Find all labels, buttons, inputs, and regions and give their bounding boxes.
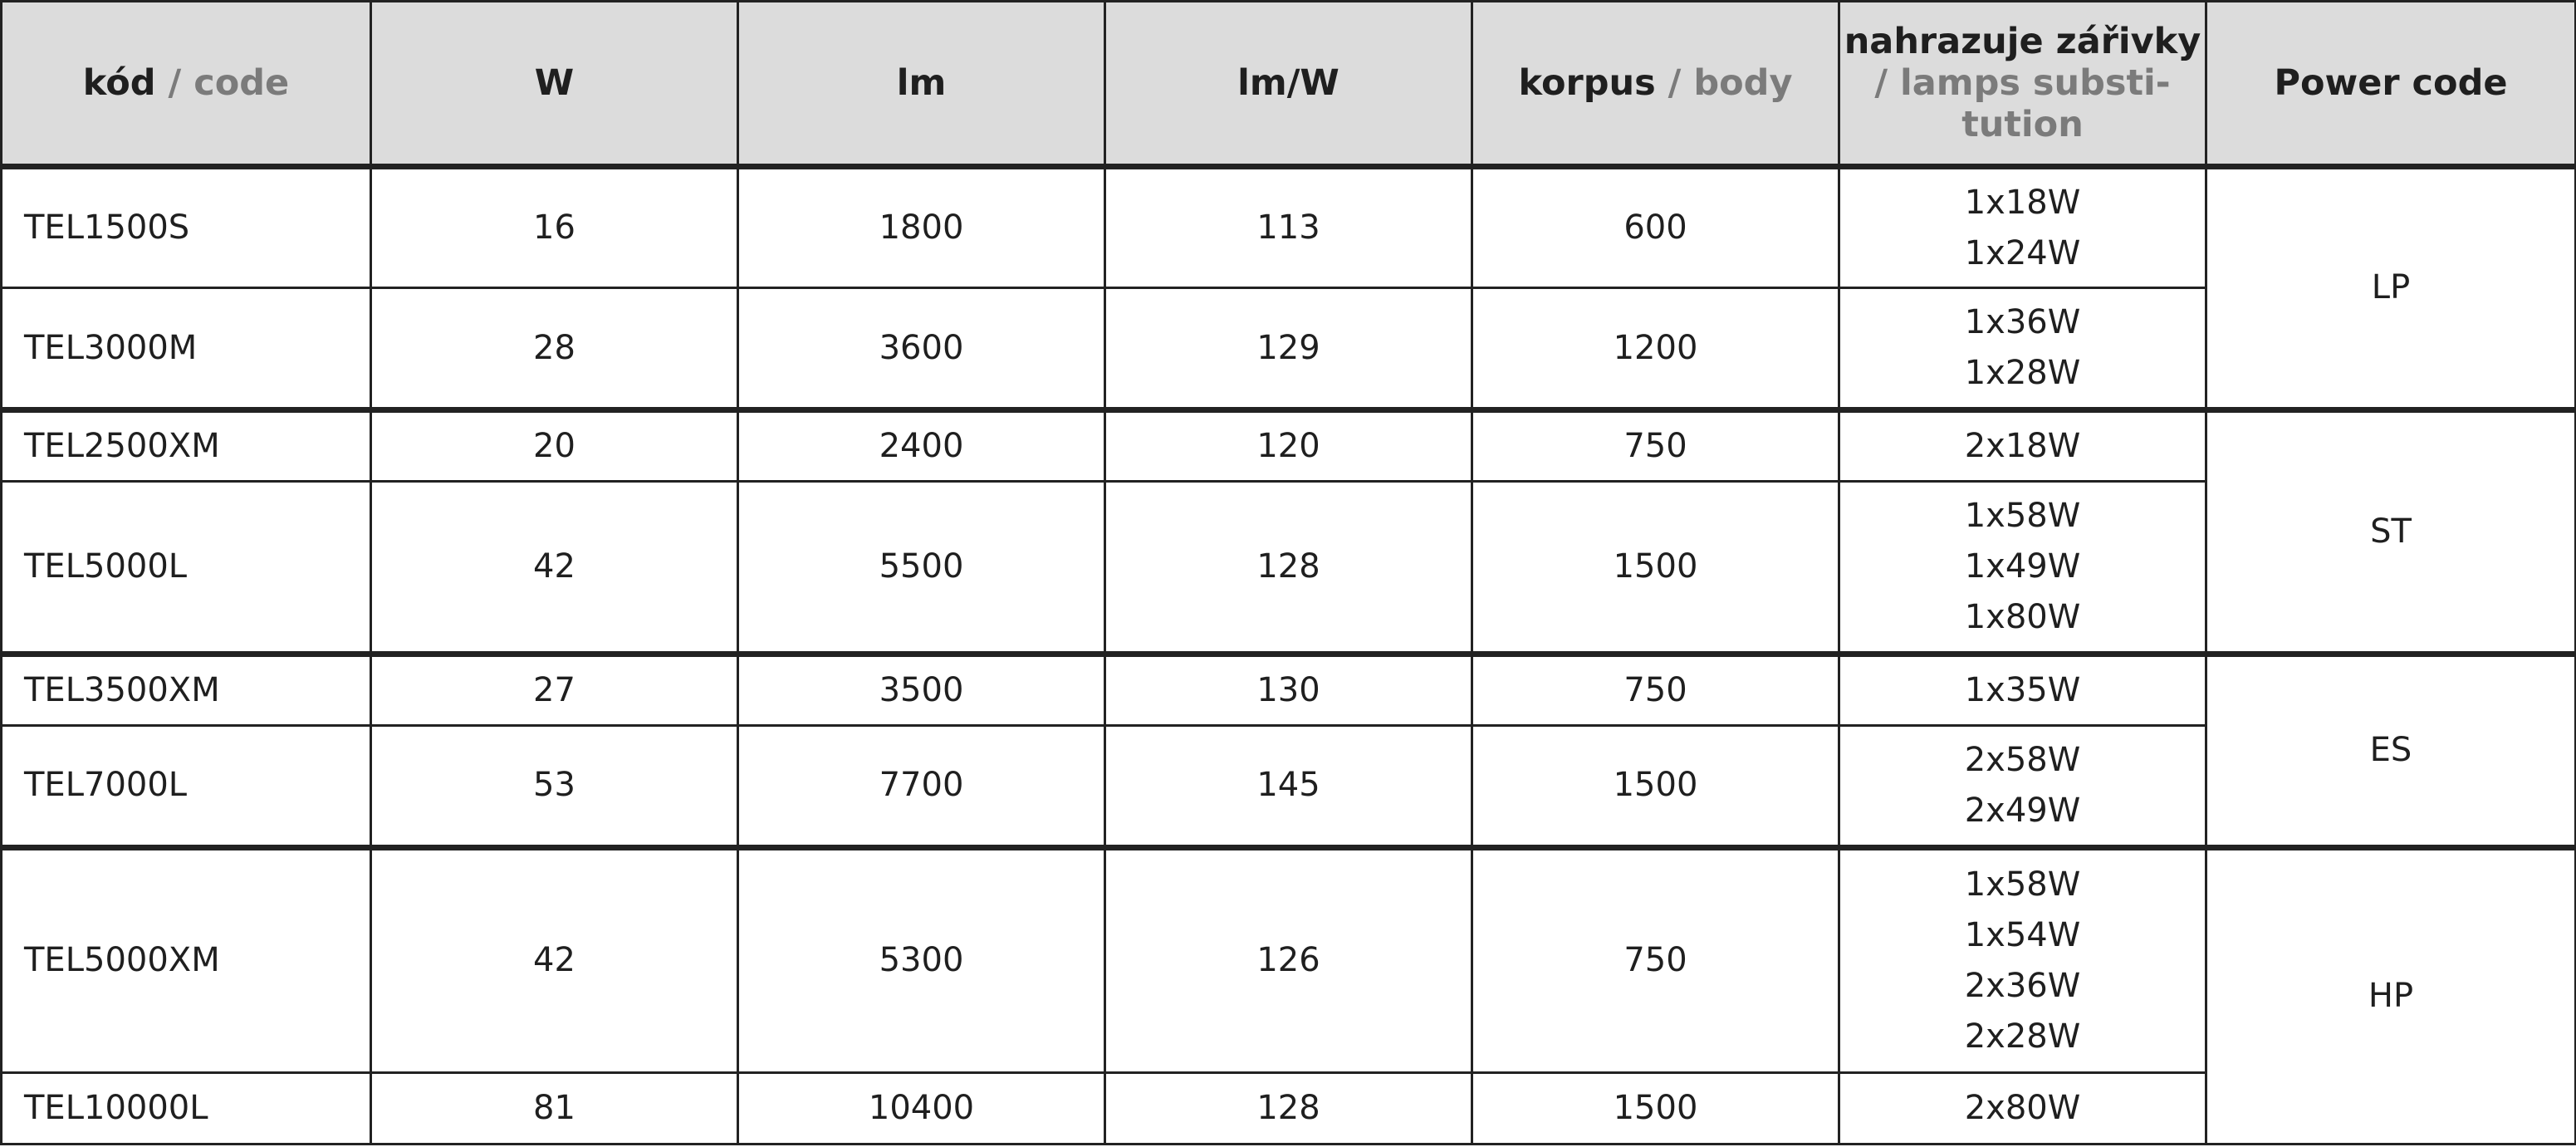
cell-power-code: ES: [2206, 654, 2576, 847]
cell-body: 1500: [1472, 1072, 1839, 1144]
cell-watts: 16: [371, 167, 738, 288]
cell-efficacy: 126: [1105, 847, 1472, 1072]
cell-watts: 27: [371, 654, 738, 725]
header-lumens: lm: [738, 2, 1105, 167]
cell-lumens: 7700: [738, 726, 1105, 847]
substitution-line: 2x18W: [1964, 427, 2081, 466]
cell-watts: 81: [371, 1072, 738, 1144]
cell-code: TEL3000M: [2, 288, 371, 409]
header-code-secondary: / code: [168, 62, 290, 104]
cell-body: 750: [1472, 409, 1839, 481]
substitution-line: 1x49W: [1964, 547, 2081, 586]
cell-lumens: 5500: [738, 482, 1105, 654]
header-substitution: [1839, 2, 2206, 167]
cell-watts: 28: [371, 288, 738, 409]
cell-code: TEL2500XM: [2, 409, 371, 481]
cell-code: TEL10000L: [2, 1072, 371, 1144]
table-row: [2, 654, 2576, 725]
cell-code: TEL5000L: [2, 482, 371, 654]
cell-substitution: [1839, 1072, 2206, 1144]
substitution-line: 1x35W: [1964, 671, 2081, 710]
cell-body: 750: [1472, 654, 1839, 725]
header-substitution-main: nahrazuje zářivky: [1844, 21, 2201, 62]
table-row: [2, 1072, 2576, 1144]
cell-power-code: HP: [2206, 847, 2576, 1144]
cell-watts: 42: [371, 847, 738, 1072]
table-row: [2, 409, 2576, 481]
cell-lumens: 3600: [738, 288, 1105, 409]
header-body-secondary: / body: [1668, 62, 1793, 104]
table-row: [2, 288, 2576, 409]
cell-watts: 53: [371, 726, 738, 847]
cell-body: 750: [1472, 847, 1839, 1072]
cell-efficacy: 128: [1105, 1072, 1472, 1144]
cell-substitution: [1839, 409, 2206, 481]
cell-substitution: [1839, 288, 2206, 409]
cell-body: 1500: [1472, 726, 1839, 847]
substitution-line: 1x58W: [1964, 497, 2081, 536]
substitution-line: 1x58W: [1964, 865, 2081, 904]
cell-lumens: 1800: [738, 167, 1105, 288]
substitution-line: 2x80W: [1964, 1088, 2081, 1127]
cell-lumens: 5300: [738, 847, 1105, 1072]
substitution-line: 1x24W: [1964, 233, 2081, 272]
substitution-line: 2x36W: [1964, 966, 2081, 1005]
cell-lumens: 10400: [738, 1072, 1105, 1144]
substitution-line: 2x58W: [1964, 740, 2081, 779]
cell-efficacy: 120: [1105, 409, 1472, 481]
cell-body: 600: [1472, 167, 1839, 288]
cell-code: TEL3500XM: [2, 654, 371, 725]
substitution-line: 1x80W: [1964, 598, 2081, 637]
table-row: [2, 482, 2576, 654]
cell-body: 1200: [1472, 288, 1839, 409]
cell-efficacy: 113: [1105, 167, 1472, 288]
cell-substitution: [1839, 726, 2206, 847]
header-body-main: korpus: [1518, 62, 1656, 104]
cell-efficacy: 145: [1105, 726, 1472, 847]
cell-lumens: 2400: [738, 409, 1105, 481]
cell-efficacy: 130: [1105, 654, 1472, 725]
header-power-code: Power code: [2206, 2, 2576, 167]
table-row: [2, 167, 2576, 288]
substitution-line: 1x36W: [1964, 303, 2081, 342]
table-row: [2, 726, 2576, 847]
substitution-line: 1x28W: [1964, 354, 2081, 393]
cell-efficacy: 128: [1105, 482, 1472, 654]
substitution-line: 1x54W: [1964, 915, 2081, 954]
substitution-line: 2x49W: [1964, 791, 2081, 830]
cell-watts: 20: [371, 409, 738, 481]
table-header: [2, 2, 2576, 167]
header-body: [1472, 2, 1839, 167]
cell-power-code: ST: [2206, 409, 2576, 654]
header-efficacy: lm/W: [1105, 2, 1472, 167]
cell-code: TEL5000XM: [2, 847, 371, 1072]
cell-code: TEL1500S: [2, 167, 371, 288]
header-watts: W: [371, 2, 738, 167]
substitution-line: 1x18W: [1964, 183, 2081, 222]
substitution-line: 2x28W: [1964, 1017, 2081, 1056]
cell-body: 1500: [1472, 482, 1839, 654]
cell-power-code: LP: [2206, 167, 2576, 410]
cell-lumens: 3500: [738, 654, 1105, 725]
header-code: [2, 2, 371, 167]
header-substitution-secondary-2: tution: [1961, 104, 2084, 145]
cell-watts: 42: [371, 482, 738, 654]
table-body: [2, 167, 2576, 1145]
cell-code: TEL7000L: [2, 726, 371, 847]
cell-efficacy: 129: [1105, 288, 1472, 409]
cell-substitution: [1839, 654, 2206, 725]
cell-substitution: [1839, 847, 2206, 1072]
cell-substitution: [1839, 167, 2206, 288]
table-row: [2, 847, 2576, 1072]
header-substitution-secondary-1: / lamps substi-: [1874, 62, 2171, 104]
header-code-main: kód: [82, 62, 156, 104]
cell-substitution: [1839, 482, 2206, 654]
